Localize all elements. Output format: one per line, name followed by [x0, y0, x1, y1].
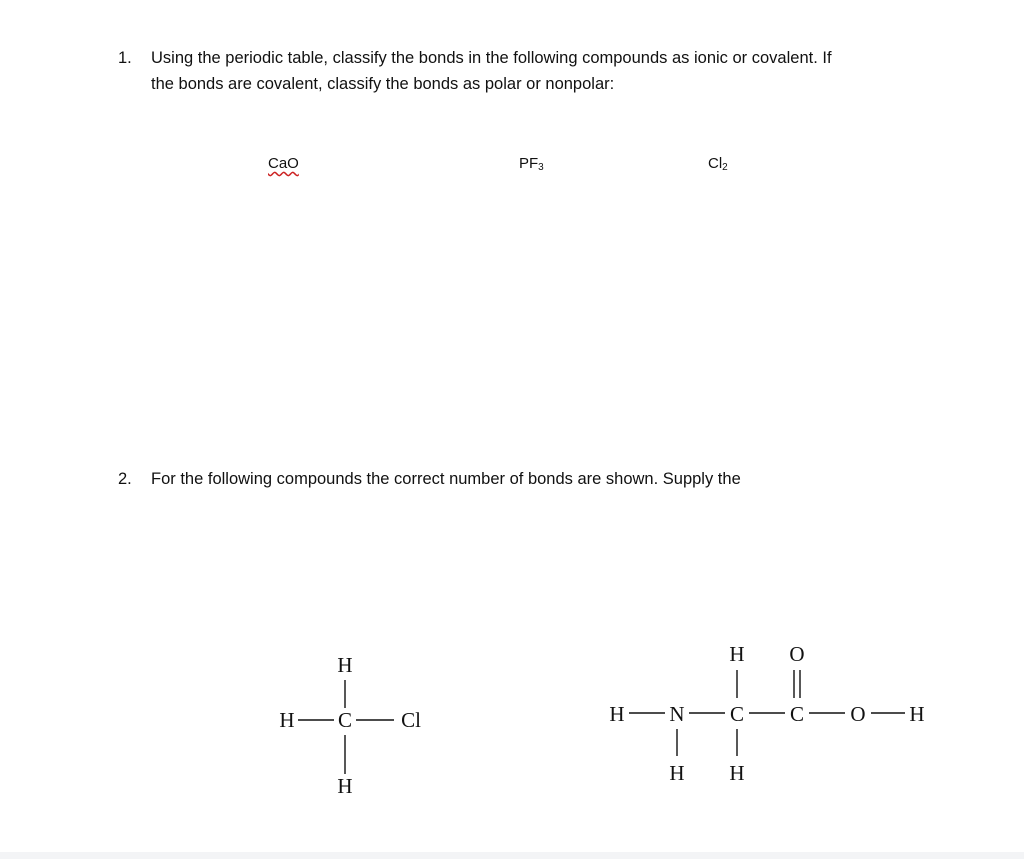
- question-number: 2.: [118, 470, 132, 488]
- question-text-line2: the bonds are covalent, classify the bonds as polar or nonpolar:: [151, 75, 615, 93]
- atom-h-left: H: [609, 702, 625, 726]
- compound-pf3-base: PF: [519, 155, 539, 172]
- atom-cl-right: Cl: [401, 708, 421, 732]
- atom-c2-o-top: O: [789, 642, 805, 666]
- atom-h-top: H: [337, 653, 353, 677]
- compound-cl2-base: Cl: [708, 155, 723, 172]
- atom-h-bottom: H: [337, 774, 353, 798]
- compound-pf3-subscript: 3: [538, 162, 544, 173]
- question-number: 1.: [118, 49, 132, 67]
- atom-c1-h-top: H: [729, 642, 745, 666]
- atom-c2: C: [789, 702, 805, 726]
- atom-c1-h-bottom: H: [729, 761, 745, 785]
- atom-n-h-bottom: H: [669, 761, 685, 785]
- question-text-line1: For the following compounds the correct number of bonds are shown. Supply the: [151, 470, 741, 488]
- atom-n: N: [669, 702, 685, 726]
- compound-cao-label: CaO: [268, 155, 299, 172]
- compound-cl2-subscript: 2: [722, 162, 728, 173]
- question-text-line1: Using the periodic table, classify the bonds in the following compounds as ionic or covalent. If: [151, 49, 832, 67]
- atom-o: O: [850, 702, 866, 726]
- atom-h-left: H: [279, 708, 295, 732]
- atom-c1: C: [729, 702, 745, 726]
- atom-h-right: H: [909, 702, 925, 726]
- page-footer-band: [0, 852, 1024, 859]
- atom-c-center: C: [337, 708, 353, 732]
